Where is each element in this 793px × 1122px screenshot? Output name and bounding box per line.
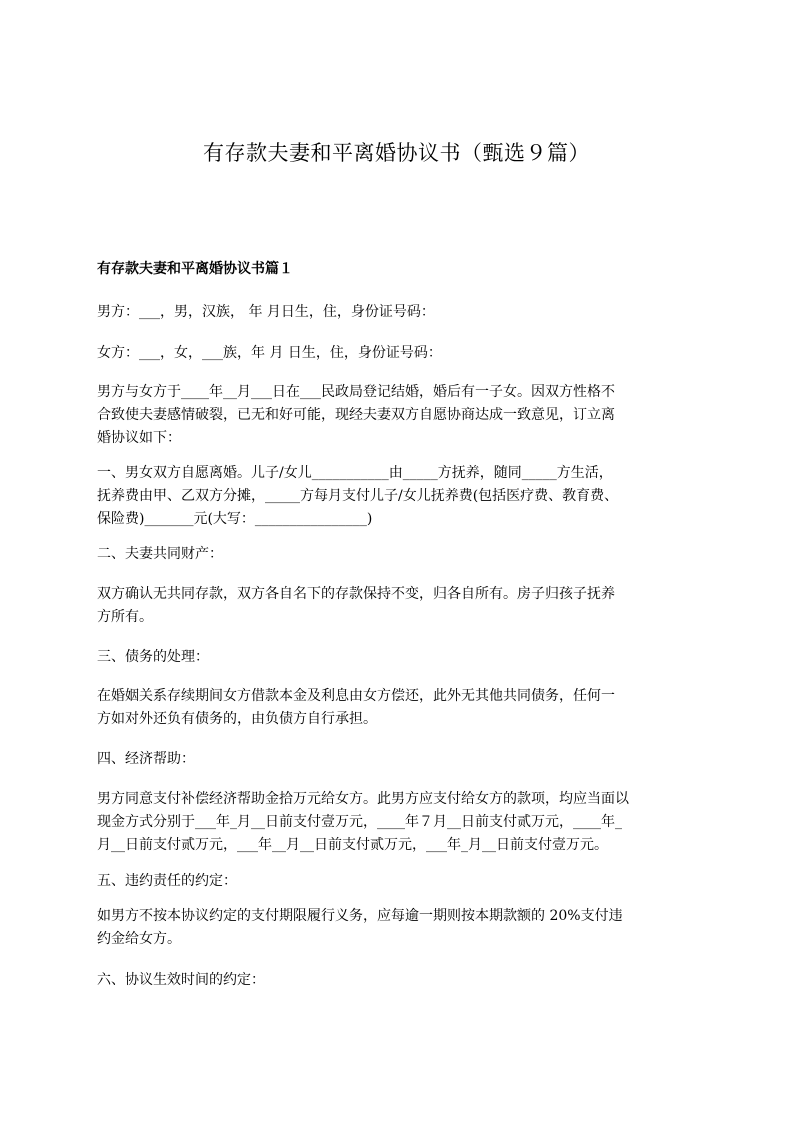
paragraph-line: 男方：___，男，汉族， 年 月日生，住，身份证号码：	[97, 304, 435, 320]
paragraph-line: 月__日前支付贰万元，___年__月__日前支付贰万元，___年_月__日前支付壹万元。	[97, 837, 608, 853]
party-female-paragraph	[97, 342, 697, 365]
clause-custody-paragraph	[97, 462, 697, 531]
paragraph-line: 二、夫妻共同财产：	[97, 546, 223, 562]
property-paragraph	[97, 583, 697, 629]
paragraph-line: 女方：___，女，___族，年 月 日生，住，身份证号码：	[97, 345, 442, 361]
clause-effective-heading	[97, 969, 697, 992]
section-heading: 有存款夫妻和平离婚协议书篇１	[97, 261, 293, 277]
paragraph-line: 六、协议生效时间的约定：	[97, 972, 265, 988]
paragraph-line: 合致使夫妻感情破裂，已无和好可能，现经夫妻双方自愿协商达成一致意见，订立离	[97, 407, 615, 423]
marriage-background-paragraph	[97, 381, 697, 450]
breach-paragraph	[97, 905, 697, 951]
paragraph-line: 五、违约责任的约定：	[97, 873, 237, 889]
paragraph-line: 双方确认无共同存款，双方各自名下的存款保持不变，归各自所有。房子归孩子抚养	[97, 586, 615, 602]
clause-debt-heading	[97, 646, 697, 669]
assistance-paragraph	[97, 788, 697, 857]
paragraph-line: 三、债务的处理：	[97, 649, 209, 665]
page-title: 有存款夫妻和平离婚协议书（甄选９篇）	[203, 141, 590, 165]
clause-assistance-heading	[97, 748, 697, 771]
paragraph-line: 方如对外还负有债务的，由负债方自行承担。	[97, 711, 377, 727]
paragraph-line: 抚养费由甲、乙双方分摊，_____方每月支付儿子/女儿抚养费(包括医疗费、教育费、	[97, 488, 619, 504]
paragraph-line: 男方同意支付补偿经济帮助金拾万元给女方。此男方应支付给女方的款项，均应当面以	[97, 791, 629, 807]
paragraph-line: 男方与女方于____年__月___日在___民政局登记结婚，婚后有一子女。因双方性格不	[97, 384, 615, 400]
paragraph-line: 婚协议如下：	[97, 430, 181, 446]
paragraph-line: 在婚姻关系存续期间女方借款本金及利息由女方偿还，此外无其他共同债务，任何一	[97, 688, 615, 704]
paragraph-line: 一、男女双方自愿离婚。儿子/女儿___________由_____方抚养，随同_____方生活，	[97, 465, 613, 481]
clause-property-heading	[97, 543, 697, 566]
debt-paragraph	[97, 685, 697, 731]
paragraph-line: 约金给女方。	[97, 931, 181, 947]
party-male-paragraph	[97, 301, 697, 324]
paragraph-line: 现金方式分别于___年_月__日前支付壹万元，____年７月__日前支付贰万元，____年_	[97, 814, 622, 830]
paragraph-line: 四、经济帮助：	[97, 751, 195, 767]
paragraph-line: 方所有。	[97, 609, 153, 625]
paragraph-line: 保险费)_______元(大写：________________)	[97, 511, 373, 527]
paragraph-line: 如男方不按本协议约定的支付期限履行义务，应每逾一期则按本期款额的 20%支付违	[97, 908, 623, 924]
clause-breach-heading	[97, 870, 697, 893]
